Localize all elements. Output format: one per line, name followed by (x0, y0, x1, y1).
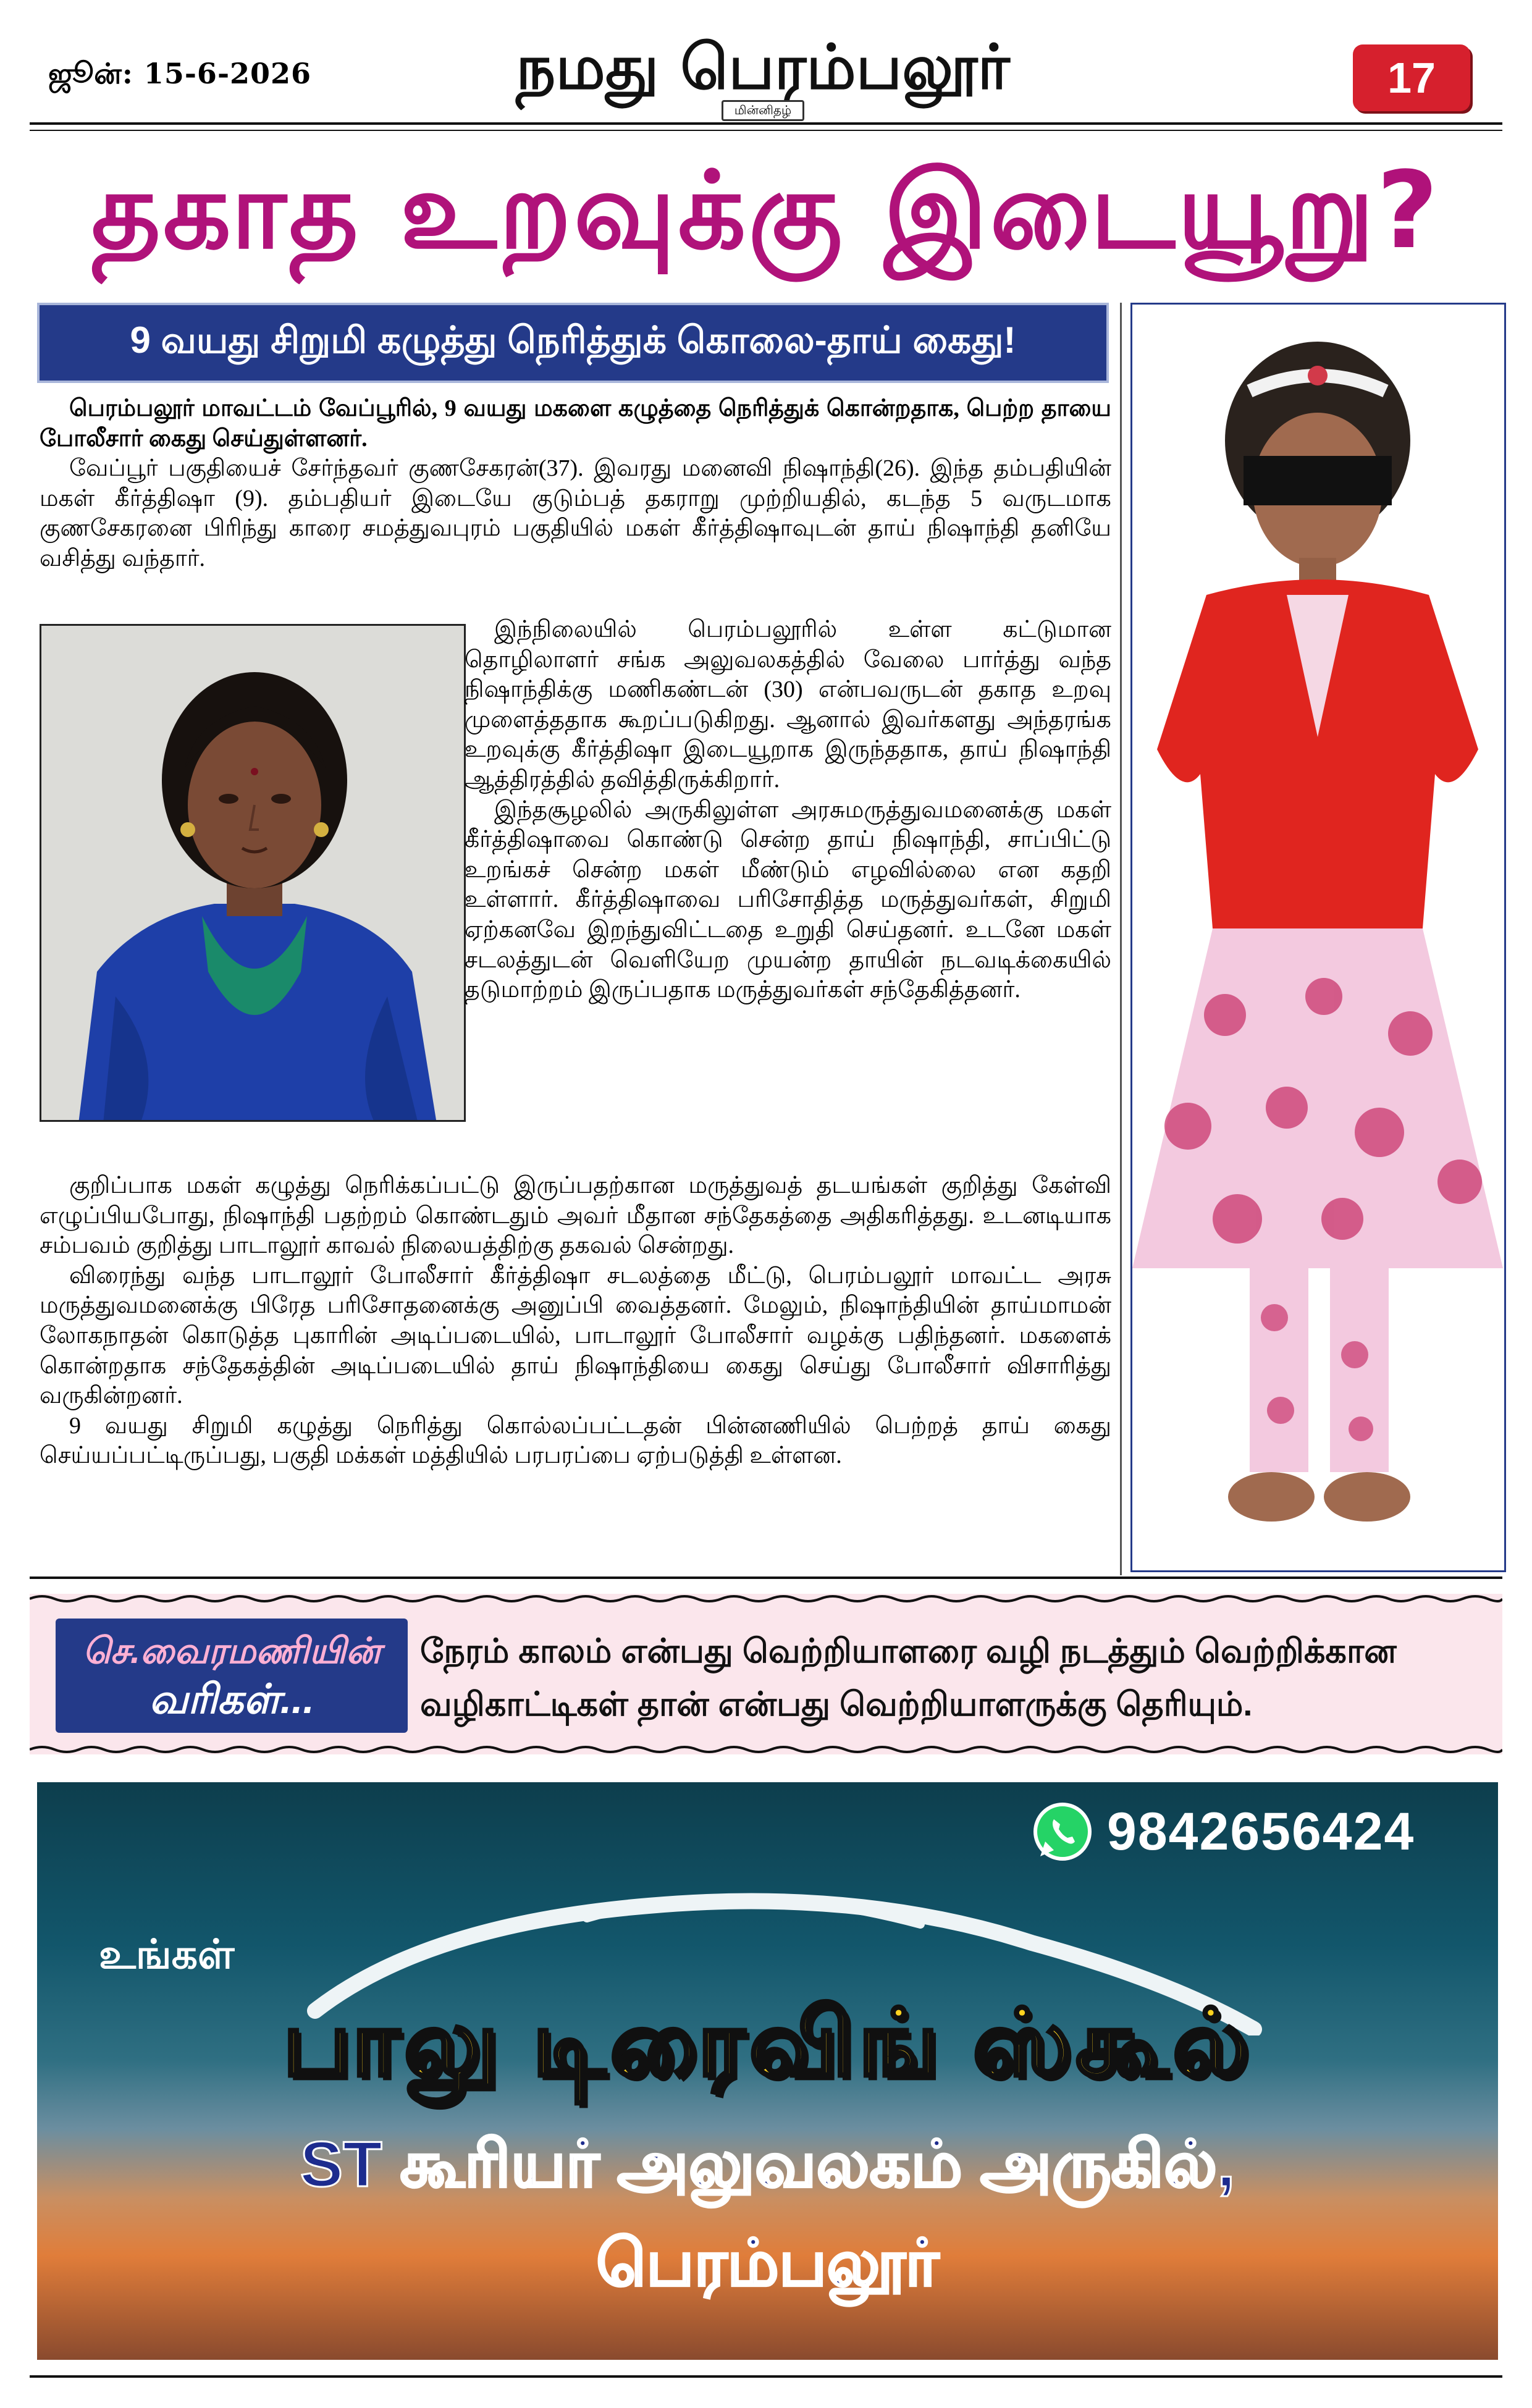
article-middle-column (465, 615, 1111, 1005)
article-bottom-rule (30, 1577, 1502, 1579)
quote-author: செ.வைரமணியின் (82, 1631, 381, 1671)
quote-text: நேரம் காலம் என்பது வெற்றியாளரை வழி நடத்தும் வெற்றிக்கான வழிகாட்டிகள் தான் என்பது வெற்றியாளருக்கு தெரியும். (420, 1633, 1397, 1723)
driving-school-ad (37, 1782, 1498, 2360)
girl-photo (1130, 303, 1506, 1572)
girl-portrait-image (1132, 305, 1504, 1570)
ad-address-line-1: ST கூரியர் அலுவலகம் அருகில், (300, 2129, 1235, 2200)
ad-phone-number: 9842656424 (1107, 1801, 1415, 1861)
masthead-tagline: மின்னிதழ் (722, 100, 804, 121)
article-paragraph-2: இந்நிலையில் பெரம்பலூரில் உள்ள கட்டுமான தொழிலாளர் சங்க அலுவலகத்தில் வேலை பார்த்து வந்த நிஷாந்திக்கு மணிகண்டன் (30) என்பவருடன் தகாத உறவு முளைத்ததாக கூறப்படுகிறது. ஆனால் இவர்களது அந்தரங்க உறவுக்கு கீர்த்திஷா இடையூறாக இருந்ததாக, தாய் நிஷாந்தி ஆத்திரத்தில் தவித்திருக்கிறார். (465, 617, 1111, 793)
quote-author-tag (56, 1619, 408, 1733)
ad-phone-block[interactable] (1032, 1801, 1415, 1863)
article-intro (40, 394, 1111, 574)
page-bottom-rule (30, 2375, 1502, 2378)
headline: தகாத உறவுக்கு இடையூறு? (91, 148, 1441, 272)
mother-photo (40, 624, 466, 1122)
ad-title: பாலு டிரைவிங் ஸ்கூல் (282, 1991, 1253, 2095)
ad-address-line-2: பெரம்பலூர் (596, 2228, 939, 2299)
article-paragraph-6: 9 வயது சிறுமி கழுத்து நெரித்து கொல்லப்பட்டதன் பின்னணியில் பெற்றத் தாய் கைது செய்யப்பட்டிருப்பது, பகுதி மக்கள் மத்தியில் பரபரப்பை ஏற்படுத்தி உள்ளன. (40, 1412, 1111, 1469)
issue-date: ஜூன்: 15-6-2026 (48, 57, 312, 90)
page-number-badge: 17 (1353, 44, 1470, 111)
article-paragraph-1: வேப்பூர் பகுதியைச் சேர்ந்தவர் குணசேகரன்(37). இவரது மனைவி நிஷாந்தி(26). இந்த தம்பதியின் மகள் கீர்த்திஷா (9). தம்பதியர் இடையே குடும்பத் தகராறு முற்றியதில், கடந்த 5 வருடமாக குணசேகரனை பிரிந்து காரை சமத்துவபுரம் பகுதியில் மகள் கீர்த்திஷாவுடன் தாய் நிஷாந்தி தனியே வசித்து வந்தார். (40, 455, 1111, 571)
whatsapp-icon (1032, 1801, 1093, 1863)
subheadline-bar (37, 303, 1109, 383)
article-bottom-column (40, 1171, 1111, 1471)
woman-portrait-image (41, 626, 466, 1122)
article-paragraph-5: விரைந்து வந்த பாடாலூர் போலீசார் கீர்த்திஷா சடலத்தை மீட்டு, பெரம்பலூர் மாவட்ட அரசு மருத்துவமனைக்கு பிரேத பரிசோதனைக்கு அனுப்பி வைத்தனர். மேலும், நிஷாந்தியின் தாய்மாமன் லோகநாதன் கொடுத்த புகாரின் அடிப்படையில், பாடாலூர் போலீசார் வழக்கு பதிந்தனர். மகளைக் கொன்றதாக சந்தேகத்தின் அடிப்படையில் தாய் நிஷாந்தியை கைது செய்து போலீசார் விசாரித்து வருகின்றனர். (40, 1262, 1111, 1409)
header-rule-top (30, 122, 1502, 125)
article-paragraph-3: இந்தசூழலில் அருகிலுள்ள அரசுமருத்துவமனைக்கு மகள் கீர்த்திஷாவை கொண்டு சென்ற தாய் நிஷாந்தி, சாப்பிட்டு உறங்கச் சென்ற மகள் மீண்டும் எழவில்லை என கதறி உள்ளார். கீர்த்திஷாவை பரிசோதித்த மருத்துவர்கள், சிறுமி ஏற்கனவே இறந்துவிட்டதை உறுதி செய்தனர். உடனே மகள் சடலத்துடன் வெளியேற முயன்ற தாயின் நடவடிக்கையில் தடுமாற்றம் இருப்பதாக மருத்துவர்கள் சந்தேகித்தனர். (465, 796, 1111, 1003)
newspaper-name: நமது பெரம்பலூர் (516, 30, 1010, 103)
subheadline: 9 வயது சிறுமி கழுத்து நெரித்துக் கொலை-தாய் கைது! (130, 319, 1016, 361)
header-rule-bottom (30, 130, 1502, 131)
article-paragraph-4: குறிப்பாக மகள் கழுத்து நெரிக்கப்பட்டு இருப்பதற்கான மருத்துவத் தடயங்கள் குறித்து கேள்வி எழுப்பியபோது, நிஷாந்தி பதற்றம் கொண்டதும் அவர் மீதான சந்தேகத்தை அதிகரித்தது. உடனடியாக சம்பவம் குறித்து பாடாலூர் காவல் நிலையத்திற்கு தகவல் சென்றது. (40, 1172, 1111, 1259)
masthead (457, 30, 1069, 121)
quote-label: வரிகள்... (149, 1675, 314, 1722)
article-lead: பெரம்பலூர் மாவட்டம் வேப்பூரில், 9 வயது மகளை கழுத்தை நெரித்துக் கொன்றதாக, பெற்ற தாயை போலீசார் கைது செய்துள்ளனர். (40, 395, 1111, 452)
ad-pre-title: உங்கள் (99, 1931, 235, 1977)
column-divider (1120, 303, 1122, 1575)
